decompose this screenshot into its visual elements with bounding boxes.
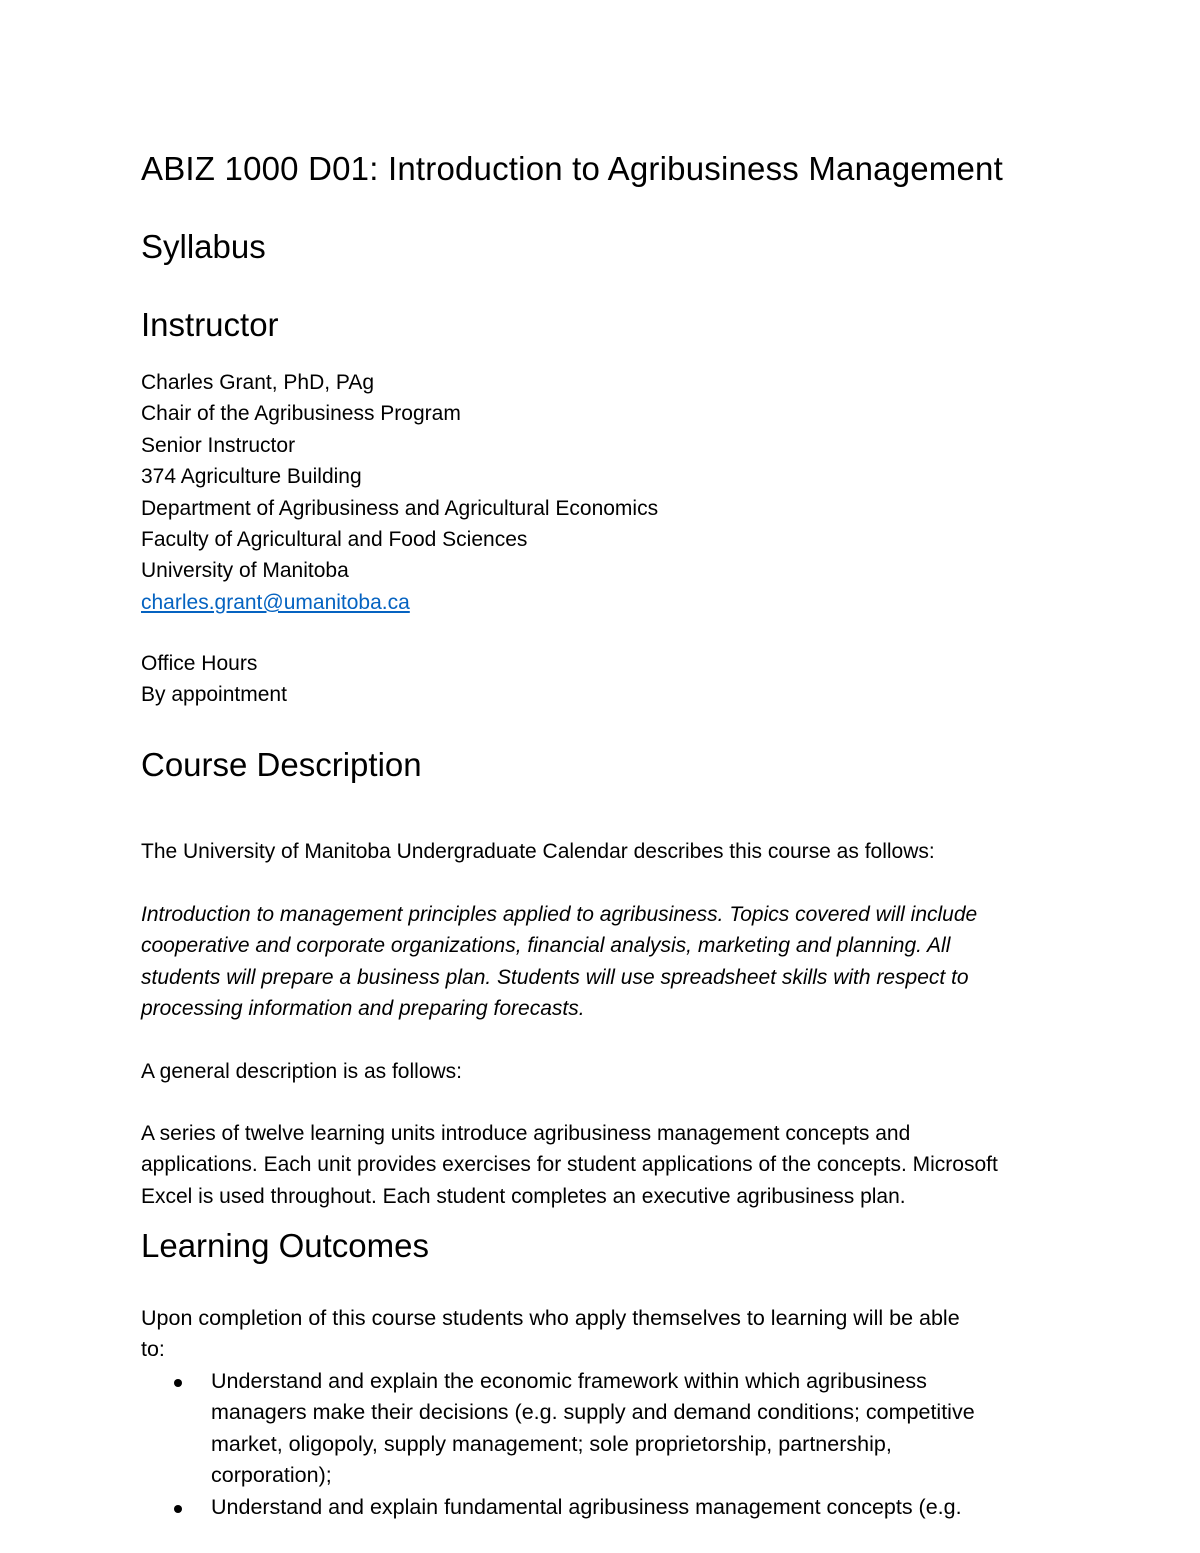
learning-outcomes-heading: Learning Outcomes (141, 1227, 429, 1264)
general-description-line: A series of twelve learning units introduce agribusiness management concepts and (141, 1122, 911, 1145)
document-title: ABIZ 1000 D01: Introduction to Agribusiness Management (141, 150, 1003, 187)
instructor-details (141, 367, 658, 618)
list-item-line: managers make their decisions (e.g. supply and demand conditions; competitive (211, 1400, 975, 1425)
calendar-quote-line: cooperative and corporate organizations, financial analysis, marketing and planning. All (141, 934, 951, 958)
instructor-email-link[interactable]: charles.grant@umanitoba.ca (141, 590, 410, 614)
calendar-quote-line: processing information and preparing forecasts. (141, 997, 585, 1021)
bullet-icon (174, 1379, 182, 1387)
course-description-heading: Course Description (141, 746, 422, 783)
office-hours (141, 648, 287, 711)
instructor-office: 374 Agriculture Building (141, 465, 362, 489)
instructor-role-chair: Chair of the Agribusiness Program (141, 402, 461, 426)
list-item-line: Understand and explain fundamental agribusiness management concepts (e.g. (211, 1494, 962, 1519)
office-hours-label: Office Hours (141, 652, 258, 675)
instructor-name: Charles Grant, PhD, PAg (141, 371, 375, 394)
instructor-university: University of Manitoba (141, 559, 349, 583)
instructor-faculty: Faculty of Agricultural and Food Sciences (141, 528, 528, 552)
office-hours-value: By appointment (141, 683, 287, 707)
list-item (141, 1366, 1061, 1492)
learning-outcomes-intro-line: to: (141, 1337, 165, 1362)
list-item-line: Understand and explain the economic framework within which agribusiness (211, 1369, 927, 1393)
general-intro: A general description is as follows: (141, 1060, 462, 1083)
learning-outcomes-list (141, 1366, 1061, 1523)
learning-outcomes-intro (141, 1303, 960, 1366)
calendar-quote-line: Introduction to management principles applied to agribusiness. Topics covered will include (141, 903, 978, 926)
syllabus-heading: Syllabus (141, 228, 266, 265)
instructor-role-senior: Senior Instructor (141, 433, 296, 457)
instructor-department: Department of Agribusiness and Agricultural Economics (141, 496, 659, 520)
bullet-icon (174, 1505, 182, 1513)
list-item-line: market, oligopoly, supply management; sole proprietorship, partnership, (211, 1431, 892, 1456)
list-item-line: corporation); (211, 1463, 332, 1488)
instructor-heading: Instructor (141, 306, 279, 343)
calendar-quote-line: students will prepare a business plan. Students will use spreadsheet skills with respect to (141, 965, 969, 989)
learning-outcomes-intro-line: Upon completion of this course students who apply themselves to learning will be able (141, 1306, 960, 1330)
calendar-intro: The University of Manitoba Undergraduate Calendar describes this course as follows: (141, 840, 935, 863)
calendar-quote (141, 899, 977, 1025)
general-description-line: Excel is used throughout. Each student completes an executive agribusiness plan. (141, 1184, 906, 1208)
general-description-line: applications. Each unit provides exercises for student applications of the concepts. Microsoft (141, 1153, 998, 1177)
general-description (141, 1118, 998, 1212)
list-item (141, 1492, 1061, 1523)
